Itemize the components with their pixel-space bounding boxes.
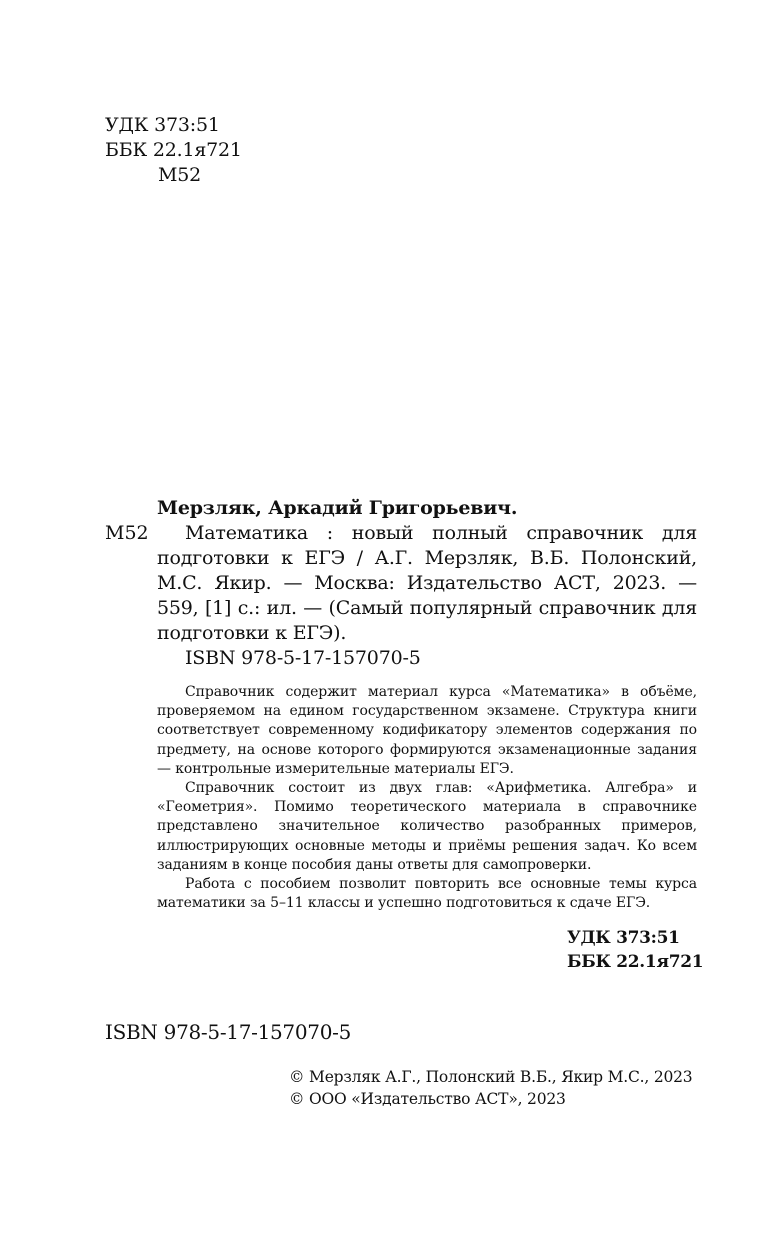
- author-mark-record: М52: [105, 522, 149, 544]
- isbn-footer: ISBN 978-5-17-157070-5: [105, 1020, 352, 1044]
- annotation-paragraph: Справочник состоит из двух глав: «Арифметика. Алгебра» и «Геометрия». Помимо теоретического материала в справочнике представлено значительное количество разобранных примеров, иллюстрирующих основные методы и приёмы решения задач. Ко всем заданиям в конце пособия даны ответы для самопроверки.: [157, 780, 697, 873]
- copyright-notices: [289, 1066, 692, 1110]
- record-isbn: ISBN 978-5-17-157070-5: [185, 647, 421, 669]
- udk-code: УДК 373:51: [567, 928, 680, 948]
- annotation: [157, 683, 697, 913]
- bibliographic-record: [157, 496, 697, 671]
- record-description: Математика : новый полный справочник для подготовки к ЕГЭ / А.Г. Мерзляк, В.Б. Полонский, М.С. Якир. — Москва: Издательство АСТ, 2023. — 559, [1] с.: ил. — (Самый популярный справочник для подготовки к ЕГЭ).: [157, 522, 697, 644]
- record-author: Мерзляк, Аркадий Григорьевич.: [157, 497, 518, 519]
- bbk-code: ББК 22.1я721: [105, 139, 242, 161]
- classification-codes-bottom: [567, 926, 703, 974]
- udk-code: УДК 373:51: [105, 114, 220, 136]
- bbk-code: ББК 22.1я721: [567, 952, 704, 972]
- annotation-paragraph: Справочник содержит материал курса «Математика» в объёме, проверяемом на едином государственном экзамене. Структура книги соответствует современному кодификатору элементов содержания по предмету, на основе которого формируются экзаменационные задания — контрольные измерительные материалы ЕГЭ.: [157, 684, 697, 777]
- copyright-publisher: © ООО «Издательство АСТ», 2023: [289, 1090, 566, 1108]
- author-mark: М52: [158, 164, 202, 186]
- classification-codes-top: [105, 113, 242, 188]
- annotation-paragraph: Работа с пособием позволит повторить все основные темы курса математики за 5–11 классы и успешно подготовиться к сдаче ЕГЭ.: [157, 876, 697, 912]
- copyright-authors: © Мерзляк А.Г., Полонский В.Б., Якир М.С., 2023: [289, 1068, 693, 1086]
